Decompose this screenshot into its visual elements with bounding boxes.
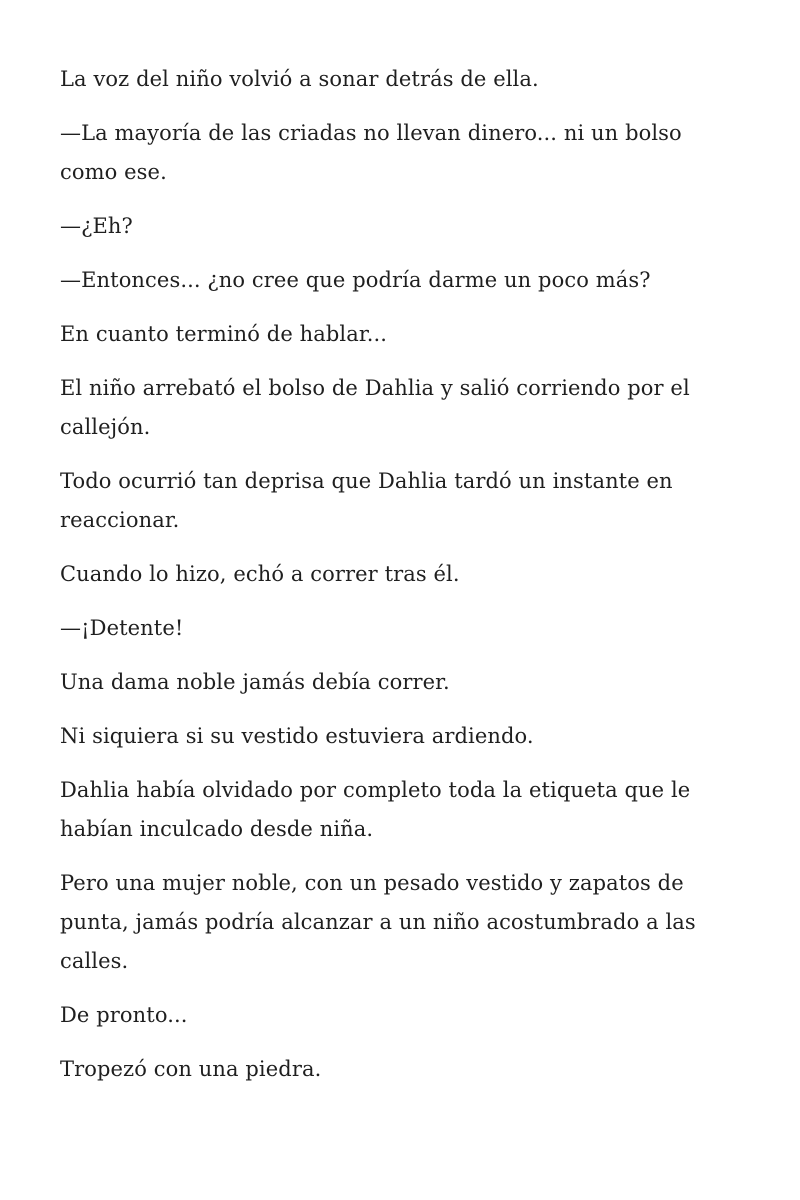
paragraph: —La mayoría de las criadas no llevan dinero... ni un bolso como ese. xyxy=(60,121,682,184)
paragraph: Cuando lo hizo, echó a correr tras él. xyxy=(60,562,460,586)
paragraph: Ni siquiera si su vestido estuviera ardiendo. xyxy=(60,724,534,748)
paragraph: —Entonces... ¿no cree que podría darme un poco más? xyxy=(60,268,651,292)
paragraph: Dahlia había olvidado por completo toda la etiqueta que le habían inculcado desde niña. xyxy=(60,778,691,841)
text-column xyxy=(60,60,740,1089)
paragraph: —¡Detente! xyxy=(60,616,184,640)
paragraph: La voz del niño volvió a sonar detrás de ella. xyxy=(60,67,539,91)
paragraph: Todo ocurrió tan deprisa que Dahlia tardó un instante en reaccionar. xyxy=(60,469,673,532)
paragraph: —¿Eh? xyxy=(60,214,133,238)
paragraph: Pero una mujer noble, con un pesado vestido y zapatos de punta, jamás podría alcanzar a un niño acostumbrado a las calles. xyxy=(60,871,696,973)
paragraph: El niño arrebató el bolso de Dahlia y salió corriendo por el callejón. xyxy=(60,376,690,439)
paragraph: Tropezó con una piedra. xyxy=(60,1057,322,1081)
paragraph: En cuanto terminó de hablar... xyxy=(60,322,388,346)
paragraph: Una dama noble jamás debía correr. xyxy=(60,670,450,694)
paragraph: De pronto... xyxy=(60,1003,188,1027)
